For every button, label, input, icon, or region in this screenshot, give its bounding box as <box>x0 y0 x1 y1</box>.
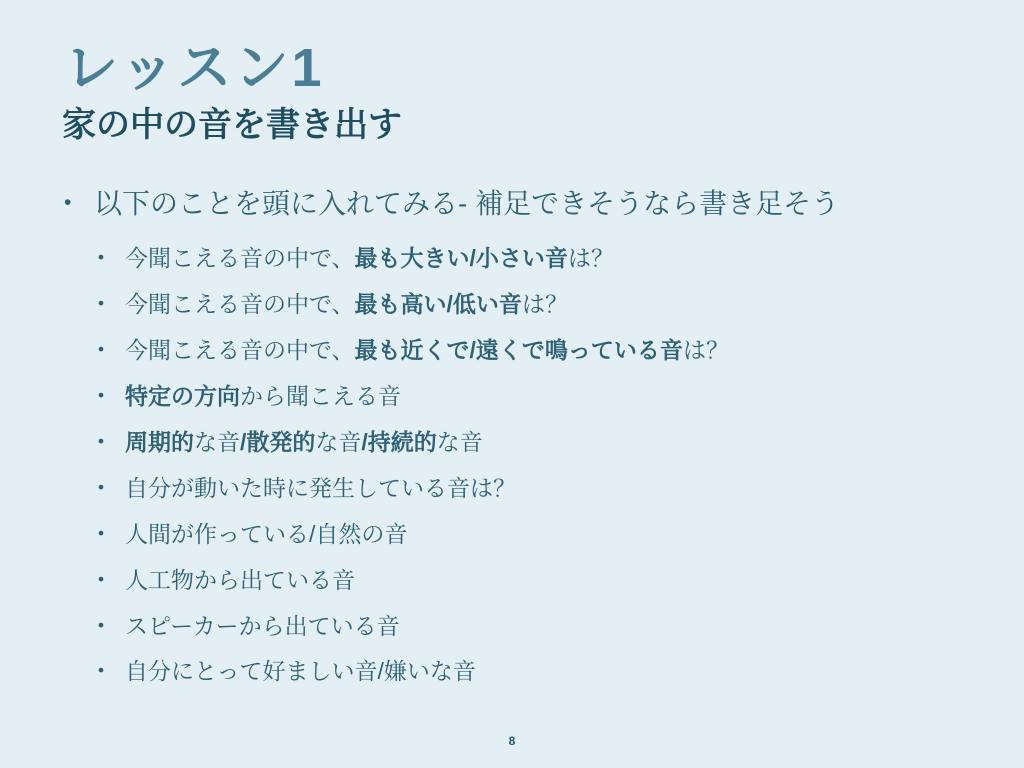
bullet-text: 人工物から出ている音 <box>125 566 355 593</box>
bullet-text: 周期的な音/散発的な音/持続的な音 <box>125 429 483 456</box>
sub-bullet-item <box>98 336 968 366</box>
sub-bullet-item <box>98 382 968 412</box>
page-number: 8 <box>508 734 516 748</box>
slide-title: レッスン1 <box>64 38 325 98</box>
bullet-text: 特定の方向から聞こえる音 <box>125 383 401 410</box>
bullet-text: 今聞こえる音の中で、最も大きい/小さい音は？ <box>125 245 614 272</box>
bullet-list <box>64 186 968 687</box>
bullet-marker: • <box>98 385 105 406</box>
sub-bullet-item <box>98 290 968 320</box>
bullet-text: 人間が作っている/自然の音 <box>125 520 408 547</box>
bullet-marker: • <box>98 614 105 635</box>
bullet-marker: • <box>98 293 105 314</box>
sub-bullet-item <box>98 520 968 550</box>
bullet-item <box>64 186 968 222</box>
bullet-text: 自分が動いた時に発生している音は？ <box>125 474 516 501</box>
bullet-text: 今聞こえる音の中で、最も高い/低い音は？ <box>125 291 568 318</box>
bullet-text: 自分にとって好ましい音/嫌いな音 <box>125 658 476 685</box>
bullet-marker: • <box>98 568 105 589</box>
bullet-marker: • <box>98 431 105 452</box>
sub-bullet-item <box>98 428 968 458</box>
sub-bullet-item <box>98 566 968 596</box>
bullet-marker: • <box>98 476 105 497</box>
sub-bullet-item <box>98 244 968 274</box>
bullet-text: スピーカーから出ている音 <box>125 612 400 639</box>
bullet-marker: • <box>64 191 72 215</box>
sub-bullet-item <box>98 612 968 642</box>
bullet-marker: • <box>98 660 105 681</box>
sub-bullet-item <box>98 474 968 504</box>
sub-bullet-item <box>98 657 968 687</box>
bullet-text: 今聞こえる音の中で、最も近くで/遠くで鳴っている音は？ <box>125 337 729 364</box>
bullet-marker: • <box>98 522 105 543</box>
slide-subtitle: 家の中の音を書き出す <box>62 105 402 144</box>
bullet-marker: • <box>98 339 105 360</box>
bullet-marker: • <box>98 247 105 268</box>
bullet-text: 以下のことを頭に入れてみる- 補足できそうなら書き足そう <box>94 188 840 220</box>
